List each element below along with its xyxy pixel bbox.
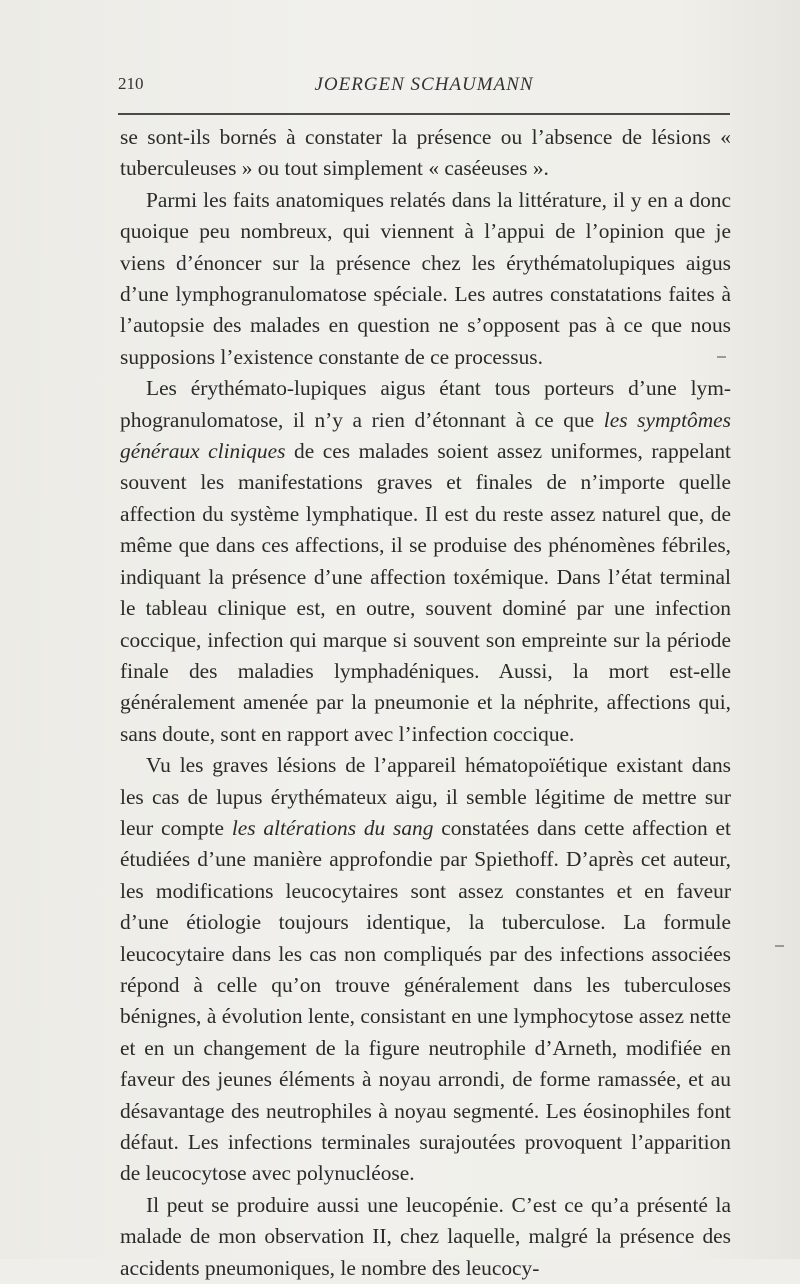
paragraph-3-text-a: Les érythémato-lupiques aigus étant tous porteurs d’une lymphogranulomatose, il n’y a rien d’étonnant à ce que	[120, 376, 731, 432]
paragraph-4-text-b: constatées dans cette affection et étudiées d’une manière approfondie par Spiethoff. D’après cet auteur, les modifications leucocytaires sont assez constantes et en faveur d’une étiologie toujours identique, la tuberculose. La formule leucocytaire dans les cas non compliqués par des infections associées répond à celle qu’on trouve généralement dans les tuberculoses bénignes, à évolution lente, consistant en une lymphocytose assez nette et en un changement de la figure neutrophile d’Arneth, modifiée en faveur des jeunes éléments à noyau arrondi, de forme ramassée, et au désavantage des neutrophiles à noyau segmenté. Les éosinophiles font défaut. Les infections terminales surajoutées provoquent l’apparition de leucocytose avec polynucléose.	[120, 815, 731, 1186]
paragraph-3	[120, 373, 731, 750]
paragraph-3-italic: les symptômes généraux cliniques	[120, 407, 731, 464]
paragraph-3-text-b: de ces malades soient assez uniformes, rappelant souvent les manifestations graves et finales de n’importe quelle affection du système lymphatique. Il est du reste assez naturel que, de même que dans ces affections, il se produise des phénomènes fébriles, indiquant la présence d’une affection toxémique. Dans l’état terminal le tableau clinique est, en outre, souvent dominé par une infection coccique, infection qui marque si souvent son empreinte sur la période finale des maladies lymphadéniques. Aussi, la mort est-elle généralement amenée par la pneumonie et la néphrite, affections qui, sans doute, sont en rapport avec l’infection coccique.	[120, 439, 731, 746]
margin-mark	[717, 356, 726, 358]
page-number: 210	[118, 74, 144, 93]
running-title: JOERGEN SCHAUMANN	[314, 74, 534, 95]
body-text	[120, 122, 731, 1284]
margin-mark	[775, 945, 784, 947]
header-rule	[118, 113, 730, 115]
paragraph-5: Il peut se produire aussi une leucopénie. C’est ce qu’a présenté la malade de mon observation II, chez laquelle, malgré la présence des accidents pneumoniques, le nombre des leucocy-	[120, 1192, 731, 1280]
paragraph-2: Parmi les faits anatomiques relatés dans la littérature, il y en a donc quoique peu nombreux, qui viennent à l’appui de l’opinion que je viens d’énoncer sur la présence chez les érythématolupiques aigus d’une lymphogranulomatose spéciale. Les autres constatations faites à l’autopsie des malades en question ne s’opposent pas à ce que nous supposions l’existence constante de ce processus.	[120, 187, 731, 369]
page-header	[118, 74, 730, 102]
paragraph-4-italic: les altérations du sang	[231, 815, 434, 840]
paragraph-1: se sont-ils bornés à constater la présence ou l’absence de lésions « tuberculeuses » ou tout simplement « caséeuses ».	[120, 125, 731, 181]
paragraph-4-text-a: Vu les graves lésions de l’appareil hématopoïétique existant dans les cas de lupus érythémateux aigu, il semble légitime de mettre sur leur compte	[120, 753, 731, 840]
paragraph-4	[120, 750, 731, 1190]
